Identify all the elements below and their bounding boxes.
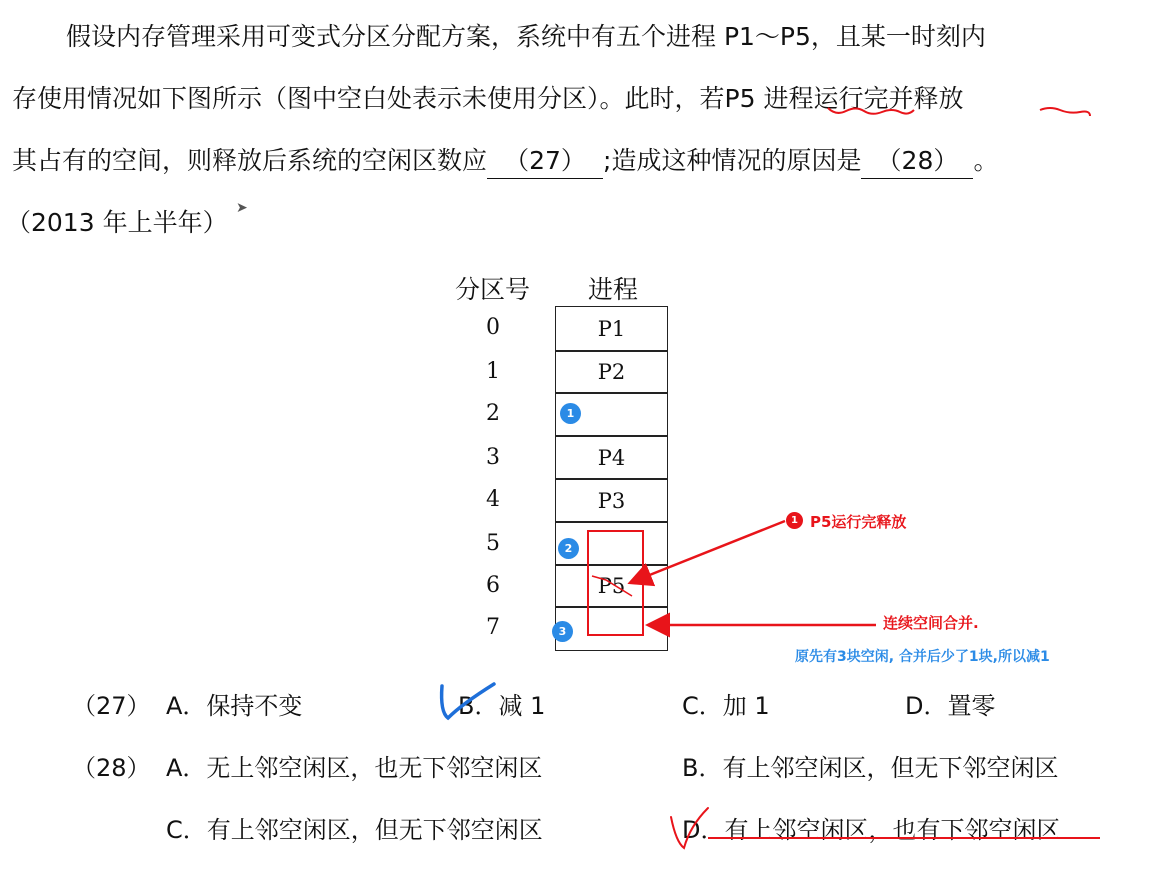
q27-option-c: C．加 1 [682, 692, 770, 720]
partition-number-4: 4 [486, 487, 500, 512]
blank-27: （27） [487, 144, 603, 179]
q28-option-c: C．有上邻空闲区，但无下邻空闲区 [166, 816, 543, 844]
question-text-2b: 运行完并 [813, 84, 914, 113]
header-partition-number: 分区号 [455, 275, 531, 304]
partition-number-7: 7 [486, 615, 500, 640]
partition-cell-6: P5 [555, 564, 668, 608]
question-text-2a: 存使用情况如下图所示（图中空白处表示未使用分区）。此时，若 [12, 84, 725, 113]
question-text-3c: 。 [973, 146, 999, 175]
free-block-marker-3: 3 [552, 621, 573, 642]
question-line-2 [12, 82, 963, 116]
partition-cell-4: P3 [555, 478, 668, 523]
q27-label: （27） [72, 692, 151, 720]
q28-option-d: D．有上邻空闲区，也有下邻空闲区 [682, 816, 1061, 844]
mouse-cursor-icon: ➤ [236, 200, 248, 216]
highlight-p5-process: P5 进程 [724, 84, 814, 113]
partition-cell-0: P1 [555, 306, 668, 352]
partition-cell-1: P2 [555, 350, 668, 394]
partition-number-5: 5 [486, 531, 500, 556]
explanation-note: 原先有3块空闲, 合并后少了1块,所以减1 [795, 649, 1050, 665]
merge-note: 连续空间合并. [883, 614, 979, 632]
q28-option-a: A．无上邻空闲区，也无下邻空闲区 [166, 754, 543, 782]
blank-28: （28） [861, 144, 973, 179]
partition-cell-3: P4 [555, 435, 668, 480]
question-text-1: 假设内存管理采用可变式分区分配方案，系统中有五个进程 P1～P5，且某一时刻内 [66, 22, 986, 51]
partition-number-3: 3 [486, 445, 500, 470]
release-note: P5运行完释放 [810, 513, 907, 531]
q28-option-b: B．有上邻空闲区，但无下邻空闲区 [682, 754, 1059, 782]
wavy-underline-release [1040, 108, 1090, 116]
release-note-marker: 1 [786, 512, 803, 529]
q27-option-d: D．置零 [905, 692, 996, 720]
partition-number-0: 0 [486, 315, 500, 340]
q28-label: （28） [72, 754, 151, 782]
free-block-marker-1: 1 [560, 403, 581, 424]
partition-number-6: 6 [486, 573, 500, 598]
partition-number-2: 2 [486, 401, 500, 426]
highlight-release: 释放 [913, 84, 964, 113]
question-line-1 [66, 20, 986, 54]
question-line-3 [12, 144, 998, 179]
question-text-3a: 其占有的空间，则释放后系统的空闲区数应 [12, 146, 488, 175]
free-block-marker-2: 2 [558, 538, 579, 559]
question-source [6, 206, 228, 240]
header-process: 进程 [588, 275, 639, 304]
q27-option-a: A．保持不变 [166, 692, 303, 720]
partition-number-1: 1 [486, 359, 500, 384]
question-text-3b: ;造成这种情况的原因是 [603, 146, 862, 175]
q27-option-b: B．减 1 [458, 692, 546, 720]
question-year: （2013 年上半年） [6, 208, 228, 237]
